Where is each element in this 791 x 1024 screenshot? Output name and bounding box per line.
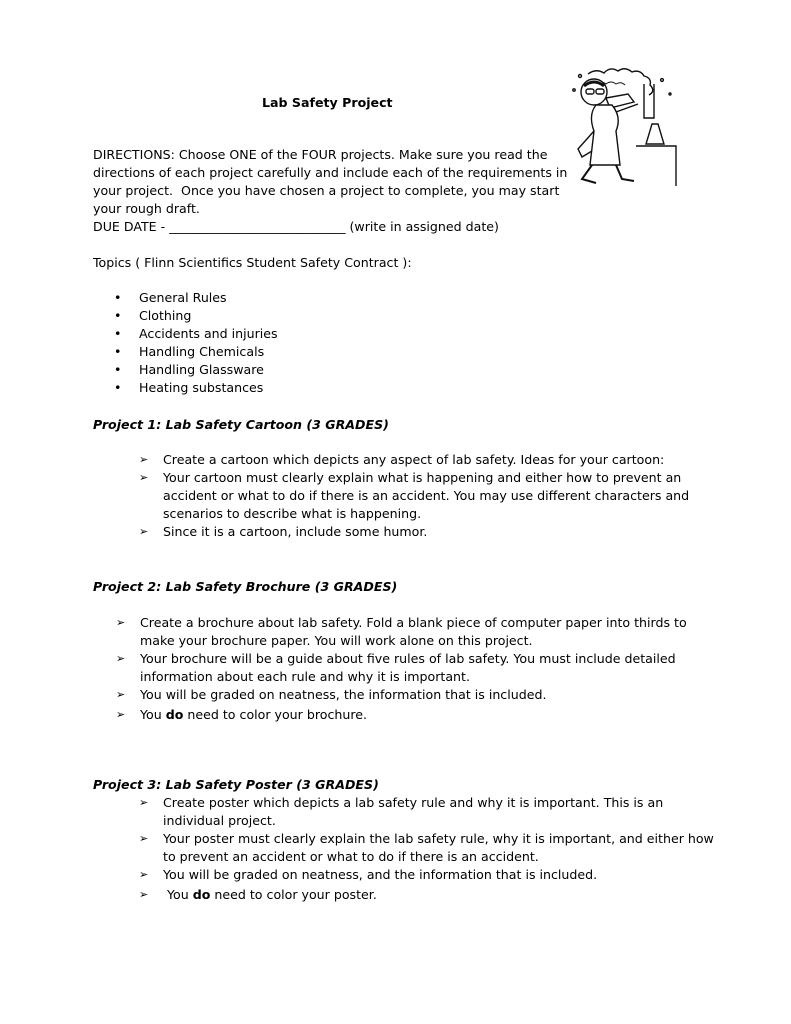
item-line: ➢ Your brochure will be a guide about five rules of lab safety. You must include detailed — [140, 651, 676, 666]
item-line — [140, 706, 686, 724]
text-segment: You — [163, 887, 193, 902]
scientist-lab-explosion-illustration — [566, 64, 678, 186]
project3-item — [139, 886, 699, 904]
item-line: ➢ You will be graded on neatness, and the information that is included. — [163, 867, 598, 882]
topic-item: • Handling Glassware — [112, 361, 278, 379]
topic-item: • Accidents and injuries — [112, 325, 278, 343]
project3-item — [139, 794, 699, 830]
topics-list — [112, 289, 278, 397]
item-line: accident or what to do if there is an accident. You may use different characters and — [163, 488, 690, 503]
project2-item — [116, 650, 686, 686]
item-line: ➢ Your poster must clearly explain the lab safety rule, why it is important, and either how — [163, 831, 714, 846]
item-line: ➢ Create poster which depicts a lab safety rule and why it is important. This is an — [163, 795, 664, 810]
directions-line: your rough draft. — [93, 201, 200, 216]
directions-line: directions of each project carefully and include each of the requirements in — [93, 165, 568, 180]
emphasis-do: do — [192, 887, 211, 902]
due-date: DUE DATE - ____________________________ (write in assigned date) — [93, 219, 499, 234]
project2-item — [116, 614, 686, 650]
item-line: individual project. — [163, 813, 276, 828]
text-segment: need to color your brochure. — [183, 707, 367, 722]
item-line: to prevent an accident or what to do if there is an accident. — [163, 849, 539, 864]
project1-item — [139, 523, 699, 541]
project1-heading: Project 1: Lab Safety Cartoon (3 GRADES) — [93, 417, 389, 432]
item-line: ➢ Since it is a cartoon, include some humor. — [163, 524, 428, 539]
item-line: information about each rule and why it is important. — [140, 669, 470, 684]
item-line: ➢ Your cartoon must clearly explain what is happening and either how to prevent an — [163, 470, 682, 485]
project3-item — [139, 830, 714, 866]
item-line: ➢ You will be graded on neatness, the information that is included. — [140, 687, 547, 702]
topics-heading: Topics ( Flinn Scientifics Student Safety Contract ): — [93, 255, 412, 270]
topic-item: • Handling Chemicals — [112, 343, 278, 361]
project1-item — [139, 451, 699, 469]
text-segment: need to color your poster. — [210, 887, 377, 902]
directions-block — [93, 146, 568, 236]
project1-list — [139, 451, 699, 541]
item-line: ➢ Create a cartoon which depicts any aspect of lab safety. Ideas for your cartoon: — [163, 452, 665, 467]
topic-item: • Clothing — [112, 307, 278, 325]
project2-list — [116, 614, 686, 724]
topic-item: • General Rules — [112, 289, 278, 307]
project3-heading: Project 3: Lab Safety Poster (3 GRADES) — [93, 777, 379, 792]
item-line: scenarios to describe what is happening. — [163, 506, 422, 521]
directions-line: DIRECTIONS: Choose ONE of the FOUR projects. Make sure you read the — [93, 147, 548, 162]
item-line — [163, 886, 699, 904]
project2-heading: Project 2: Lab Safety Brochure (3 GRADES) — [93, 579, 398, 594]
project2-item — [116, 686, 686, 704]
project1-item — [139, 469, 699, 523]
page-title: Lab Safety Project — [262, 95, 393, 110]
directions-line: your project. Once you have chosen a project to complete, you may start — [93, 183, 560, 198]
item-line: make your brochure paper. You will work alone on this project. — [140, 633, 533, 648]
topic-item: • Heating substances — [112, 379, 278, 397]
item-line: ➢ Create a brochure about lab safety. Fold a blank piece of computer paper into thirds to — [140, 615, 687, 630]
emphasis-do: do — [165, 707, 184, 722]
text-segment: You — [140, 707, 166, 722]
project3-item — [139, 866, 699, 884]
project3-list — [139, 794, 714, 904]
project2-item — [116, 706, 686, 724]
